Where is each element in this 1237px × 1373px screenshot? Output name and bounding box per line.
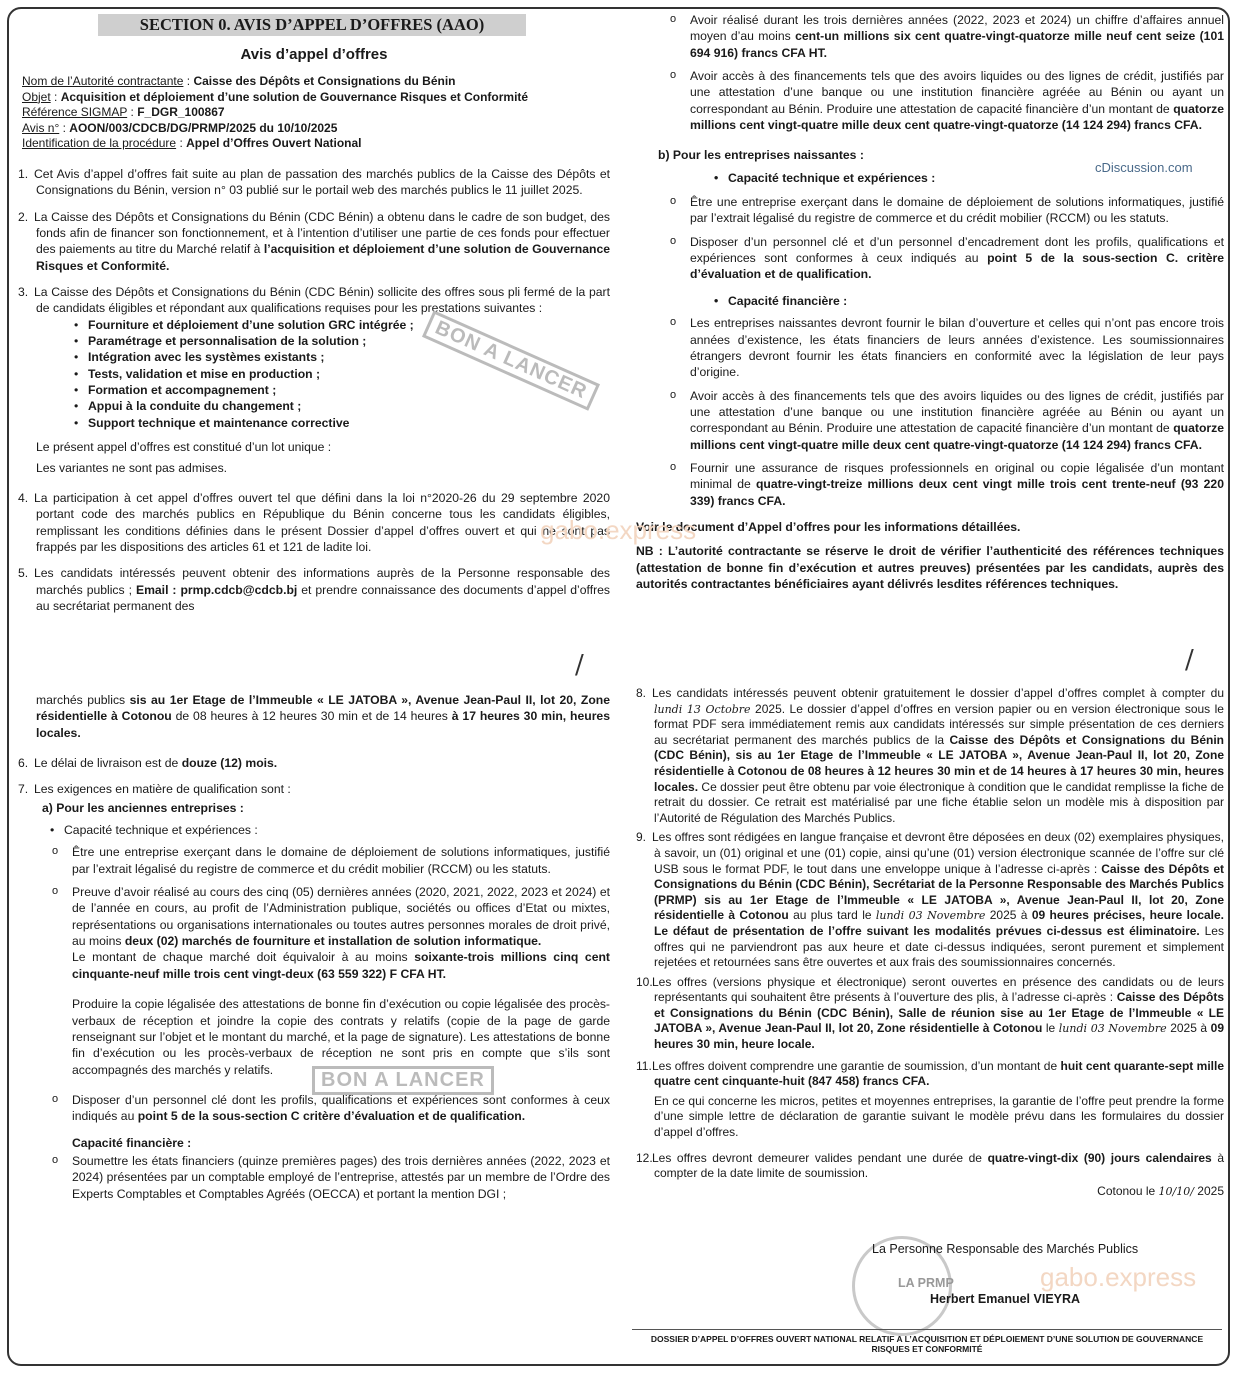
paragraph-3: 3. La Caisse des Dépôts et Consignations du Bénin (CDC Bénin) sollicite des offres sous pli fermé de la part de candidats éligibles et répondant aux qualifications requises pour les prestations suivantes : • Fourniture et déploiement d’une solution GRC intégrée ; • Paramétrage et personnalisation de la solution ; • Intégration avec les systèmes existants ; • Tests, validation et mise en production ; • Formation et accompagnement ; • Appui à la conduite du changement ; • Support technique et maintenance corrective Le présent appel d’offres est constitué d’un lot unique : Les variantes ne sont pas admises. (18, 284, 610, 476)
paragraph-6: 6. Le délai de livraison est de douze (12) mois. (18, 756, 278, 771)
avis-value: AOON/003/CDCB/DG/PRMP/2025 du 10/10/2025 (69, 120, 338, 135)
list-item: • Paramétrage et personnalisation de la solution ; (88, 333, 610, 349)
site-brand: cDiscussion.com (1095, 160, 1193, 175)
criteria-list (636, 12, 1224, 133)
ref-label: Référence SIGMAP (22, 105, 128, 120)
criteria-item: o Les entreprises naissantes devront fournir le bilan d’ouverture et celles qui n’ont pas encore trois années d’existence, les états financiers de leurs années d’existence. Les soumissionnaires étrangers devront fournir les états financiers en conformité avec la législation de leur pays d’origine. (690, 315, 1224, 380)
criteria-item: o Preuve d’avoir réalisé au cours des cinq (05) dernières années (2020, 2021, 2022, 2023 et 2024) et de l’année en cours, au profit de l’Administration publique, sociétés ou offices d’Etat ou mixtes, représentations ou organisations internationales ou toutes autres personnes morales de droit privé, au moins deux (02) marchés de fourniture et installation de solution informatique. Le montant de chaque marché doit équivaloir à au moins soixante-trois millions cinq cent cinquante-neuf mille trois cent vingt-deux (63 559 322) F CFA HT. Produire la copie légalisée des attestations de bonne fin d’exécution ou copie légalisée des procès-verbaux de réception et joindre la copie des contrats y relatifs (copie de la page de garde renseignant sur l’objet et le montant du marché, et la page de signature). Les attestations de bonne fin d’exécution ou les procès-verbaux de réception ne sont pris en compte que s’ils sont accompagnés des marchés y relatifs. (72, 884, 610, 1078)
cap-fin-list (636, 293, 1224, 309)
cap-tech-heading: • Capacité technique et expériences : (64, 822, 610, 838)
paragraph-4: 4. La participation à cet appel d’offres ouvert tel que défini dans la loi n°2020-26 du 29 septembre 2020 portant code des marchés publics en République du Bénin concerne tous les candidats éligibles, remplissant les conditions définies dans le présent Dossier d’appel d’offres ouvert et qui ne sont pas frappés par les dispositions des articles 61 et 121 de ladite loi. (18, 490, 610, 554)
left-column-bottom (18, 692, 610, 1209)
authority-value: Caisse des Dépôts et Consignations du Bénin (193, 74, 456, 88)
list-item: • Support technique et maintenance corrective (88, 415, 610, 431)
bon-a-lancer-stamp: BON A LANCER (312, 1066, 494, 1095)
watermark: gabo.express (1040, 1262, 1197, 1292)
object-label: Objet (22, 89, 51, 104)
fin-list (18, 1153, 610, 1202)
cap-tech-list (18, 822, 610, 838)
ident-label: Identification de la procédure (22, 136, 177, 151)
paragraph-10: 10.Les offres (versions physique et électronique) seront ouvertes en présence des candidats ou de leurs représentants qui souhaitent être présents à l’ouverture des plis, à l’adresse ci-après : Caisse des Dépôts et Consignations du Bénin (CDC Bénin), Salle de réunion sise au 1er Etage de l’Immeuble « LE JATOBA », Avenue Jean-Paul II, lot 20, Zone résidentielle à Cotonou le lundi 03 Novembre 2025 à 09 heures 30 min, heure locale. (636, 974, 1224, 1052)
paragraph-12: 12.Les offres devront demeurer valides pendant une durée de quatre-vingt-dix (90) jours calendaires à compter de la date limite de soumission. (636, 1150, 1224, 1181)
criteria-item: o Fournir une assurance de risques professionnels en original ou copie légalisée d’un montant minimal de quatre-vingt-treize millions deux cent vingt mille trois cent trente-neuf (93 220 339) francs CFA. (690, 460, 1224, 509)
criteria-list (636, 194, 1224, 283)
footer-divider (632, 1329, 1222, 1330)
watermark: gabo.express (540, 515, 697, 545)
paragraph-8: 8. Les candidats intéressés peuvent obtenir gratuitement le dossier d’appel d’offres complet à compter du lundi 13 Octobre 2025. Le dossier d’appel d’offres en version papier ou en version électronique sous le format PDF sera immédiatement remis aux candidats intéressés sur simple présentation de ces derniers au secrétariat permanent des marchés publics de la Caisse des Dépôts et Consignations du Bénin (CDC Bénin), sis au 1er Etage de l’Immeuble « LE JATOBA », Avenue Jean-Paul II, lot 20, Zone résidentielle à Cotonou de 08 heures à 12 heures 30 min et de 14 heures à 17 heures 30 min, heures locales. Ce dossier peut être obtenu par voie électronique à condition que le candidat remplisse la fiche de retrait du dossier. Ce retrait est matérialisé par une fiche établie selon un modèle mis à disposition par l’Autorité de Régulation des Marchés Publics. (636, 686, 1224, 825)
paragraph-7: 7. Les exigences en matière de qualification sont : (18, 782, 291, 797)
list-item: • Intégration avec les systèmes existants ; (88, 349, 610, 365)
bon-a-lancer-stamp: BON A LANCER (422, 310, 600, 410)
anciennes-heading: a) Pour les anciennes entreprises : (42, 800, 244, 815)
check-mark-icon: / (575, 650, 584, 680)
variantes-text: Les variantes ne sont pas admises. (36, 460, 228, 475)
criteria-item: o Avoir accès à des financements tels que des avoirs liquides ou des lignes de crédit, justifiés par une attestation d’une banque ou une institution financière agréée au Bénin ou ayant un correspondant au Bénin. Produire une attestation de capacité financière d’un montant de quatorze millions cent vingt-quatre mille deux cent quatre-vingt-quatorze (14 124 294) francs CFA. (690, 388, 1224, 453)
list-item: • Tests, validation et mise en production ; (88, 366, 610, 382)
footer-text: DOSSIER D’APPEL D’OFFRES OUVERT NATIONAL RELATIF A L’ACQUISITION ET DÉPLOIEMENT D’UNE SOLUTION DE GOUVERNANCE RISQUES ET CONFORMITÉ (650, 1334, 1204, 1355)
cap-tech-heading: • Capacité technique et expériences : (728, 170, 1224, 186)
list-item: • Appui à la conduite du changement ; (88, 398, 610, 414)
check-mark-icon: / (1185, 645, 1194, 675)
nb-text: NB : L’autorité contractante se réserve le droit de vérifier l’authenticité des références techniques (attestation de bonne fin d’exécution et autres preuves) présentées par les candidats, auprès des autorités contractantes bénéficiaires ayant délivrés lesdites références techniques. (636, 544, 1224, 591)
authority-label: Nom de l’Autorité contractante (22, 74, 184, 88)
ref-value: F_DGR_100867 (137, 105, 225, 120)
paragraph-5: 5. Les candidats intéressés peuvent obtenir des informations auprès de la Personne responsable des marchés publics ; Email : prmp.cdcb@cdcb.bj et prendre connaissance des documents d’appel d’offres au secrétariat permanent des (18, 566, 611, 613)
criteria-list (636, 315, 1224, 509)
paragraph-5-continued: marchés publics sis au 1er Etage de l’Immeuble « LE JATOBA », Avenue Jean-Paul II, lot 20, Zone résidentielle à Cotonou de 08 heures à 12 heures 30 min et de 14 heures à 17 heures 30 min, heures locales. (36, 693, 610, 740)
avis-title: Avis d’appel d’offres (240, 46, 388, 63)
criteria-item: o Être une entreprise exerçant dans le domaine de déploiement de solutions informatiques, justifié par l’extrait légalisé du registre de commerce et du crédit mobilier (RCCM) ou les statuts. (72, 844, 610, 877)
paragraph-9: 9. Les offres sont rédigées en langue française et devront être déposées en deux (02) exemplaires physiques, à savoir, un (01) original et une (01) copie, ainsi qu’une (01) version électronique scannée de l’offre sur clé USB sous le format PDF, le tout dans une enveloppe unique à l’adresse ci-après : Caisse des Dépôts et Consignations du Bénin (CDC Bénin), Secrétariat de la Personne Responsable des Marchés Publics (PRMP) sis au 1er Etage de l’Immeuble « LE JATOBA », Avenue Jean-Paul II, lot 20, Zone résidentielle à Cotonou au plus tard le lundi 03 Novembre 2025 à 09 heures précises, heure locale. Le défaut de présentation de l’offre suivant les modalités prévues ci-dessus est éliminatoire. Les offres qui ne parviendront pas aux heure et date ci-dessus indiquées, seront purement et simplement rejetées et retournées sans être ouvertes et aux frais des soumissionnaires concernés. (636, 830, 1225, 970)
voir-text: Voir le document d’Appel d’offres pour les informations détaillées. (636, 519, 1021, 534)
criteria-item: o Soumettre les états financiers (quinze premières pages) des trois dernières années (2022, 2023 et 2024) présentées par un comptable employé de l’entreprise, attestés par un membre de l’Ordre des Experts Comptables et Comptables Agréés (OECCA) et portant la mention DGI ; (72, 1153, 610, 1202)
section-title: SECTION 0. AVIS D’APPEL D’OFFRES (AAO) (98, 14, 526, 36)
ident-value: Appel d’Offres Ouvert National (186, 136, 362, 151)
right-column-top (636, 12, 1224, 592)
left-column-top (18, 166, 610, 624)
criteria-item: o Être une entreprise exerçant dans le domaine de déploiement de solutions informatiques, justifié par l’extrait légalisé du registre de commerce et du crédit mobilier (RCCM) ou les statuts. (690, 194, 1224, 227)
right-column-bottom (636, 686, 1224, 1199)
cotonou-date: Cotonou le 10/10/ 2025 (1097, 1183, 1224, 1198)
criteria-item: o Disposer d’un personnel clé et d’un personnel d’encadrement dont les profils, qualifications et expériences sont conformes à ceux indiqués au point 5 de la sous-section C. critère d’évaluation et de qualification. (690, 234, 1224, 283)
criteria-item: o Avoir réalisé durant les trois dernières années (2022, 2023 et 2024) un chiffre d’affaires annuel moyen d’au moins cent-un millions six cent quatre-vingt-quatorze mille neuf cent seize (101 694 916) francs CFA HT. (690, 12, 1224, 61)
list-item: • Fourniture et déploiement d’une solution GRC intégrée ; (88, 317, 610, 333)
prmp-name: Herbert Emanuel VIEYRA (930, 1292, 1081, 1306)
avis-label: Avis n° (22, 120, 60, 135)
cap-fin-heading: • Capacité financière : (728, 293, 1224, 309)
paragraph-1: 1. Cet Avis d’appel d’offres fait suite au plan de passation des marchés publics de la Caisse des Dépôts et Consignations du Bénin, version n° 03 publié sur le portail web des marchés publics le 11 juillet 2025. (18, 167, 610, 198)
cap-fin-heading: Capacité financière : (72, 1135, 192, 1150)
list-item: • Formation et accompagnement ; (88, 382, 610, 398)
prmp-title: La Personne Responsable des Marchés Publics (872, 1242, 1139, 1256)
criteria-item: o Disposer d’un personnel clé dont les profils, qualifications et expériences sont conformes à ceux indiqués au point 5 de la sous-section C critère d’évaluation et de qualification. (72, 1092, 610, 1125)
prmp-signature-label: LA PRMP (898, 1276, 954, 1290)
lot-text: Le présent appel d’offres est constitué d’un lot unique : (36, 440, 332, 455)
paragraph-11: 11.Les offres doivent comprendre une garantie de soumission, d’un montant de huit cent quarante-sept mille quatre cent cinquante-huit (847 458) francs CFA. En ce qui concerne les micros, petites et moyennes entreprises, la garantie de l’offre peut prendre la forme d’une simple lettre de déclaration de garantie suivant le modèle prévu dans les formulaires du dossier d’appel d’offres. (636, 1058, 1225, 1140)
meta-block: Nom de l’Autorité contractante : Caisse des Dépôts et Consignations du Bénin Objet : Acquisition et déploiement d’une solution de Gouvernance Risques et Conformité Référence SIGMAP : F_DGR_100867 Avis n° : AOON/003/CDCB/DG/PRMP/2025 du 10/10/2025 Identification de la procédure : Appel d’Offres Ouvert National (22, 74, 529, 151)
object-value: Acquisition et déploiement d’une solution de Gouvernance Risques et Conformité (60, 89, 529, 104)
naissantes-heading: b) Pour les entreprises naissantes : (658, 148, 864, 163)
criteria-item: o Avoir accès à des financements tels que des avoirs liquides ou des lignes de crédit, justifiés par une attestation d’une banque ou une institution financière agréée au Bénin ou ayant un correspondant au Bénin. Produire une attestation de capacité financière d’un montant de quatorze millions cent vingt-quatre mille deux cent quatre-vingt-quatorze (14 124 294) francs CFA. (690, 68, 1224, 133)
paragraph-2: 2. La Caisse des Dépôts et Consignations du Bénin (CDC Bénin) a obtenu dans le cadre de son budget, des fonds afin de financer son fonctionnement, et à l’intention d’utiliser une partie de ces fonds pour effectuer des paiements au titre du Marché relatif à l’acquisition et déploiement d’une solution de Gouvernance Risques et Conformité. (18, 209, 611, 273)
